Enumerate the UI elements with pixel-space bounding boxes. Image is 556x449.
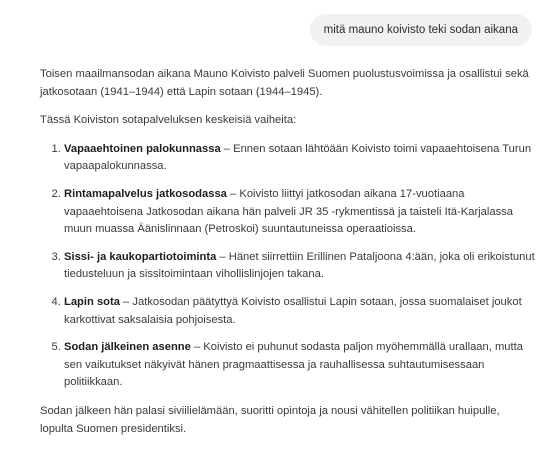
- list-item-step-3: [64, 249, 535, 284]
- list-item-step-4: [64, 294, 535, 329]
- response-lead: Tässä Koiviston sotapalveluksen keskeisiä vaiheita:: [40, 114, 297, 127]
- list-item-step-1: [64, 141, 535, 176]
- war-service-steps-list: [40, 141, 535, 392]
- step-text: – Koivisto ei puhunut sodasta paljon myöhemmällä urallaan, mutta sen vaikutukset näkyivät hänen pragmaattisessa ja rauhallisessa suhtautumisessaan politiikkaan.: [64, 341, 523, 389]
- list-item-step-2: [64, 186, 535, 239]
- step-title: Rintamapalvelus jatkosodassa: [64, 187, 227, 200]
- user-message-row: [0, 14, 532, 46]
- step-title: Sodan jälkeinen asenne: [64, 341, 191, 354]
- step-title: Vapaaehtoinen palokunnassa: [64, 142, 221, 155]
- user-message-bubble: [310, 14, 532, 46]
- step-text: – Hänet siirrettiin Erillinen Pataljoona 4:ään, joka oli erikoistunut tiedusteluun ja sissitoimintaan vihollislinjojen takana.: [64, 250, 535, 281]
- step-text: – Jatkosodan päätyttyä Koivisto osallistui Lapin sotaan, jossa suomalaiset joukot karkottivat saksalaisia pohjoisesta.: [64, 295, 522, 326]
- assistant-response: [40, 66, 535, 449]
- user-message-text: mitä mauno koivisto teki sodan aikana: [323, 24, 518, 36]
- response-outro: Sodan jälkeen hän palasi siviilielämään, suoritti opintoja ja nousi vähitellen politiikan huipulle, lopulta Suomen presidentiksi.: [40, 404, 500, 435]
- step-text: – Ennen sotaan lähtöään Koivisto toimi vapaaehtoisena Turun vapaapalokunnassa.: [64, 142, 532, 173]
- response-intro: Toisen maailmansodan aikana Mauno Koivisto palveli Suomen puolustusvoimissa ja osallistui sekä jatkosotaan (1941–1944) että Lapin sotaan (1944–1945).: [40, 68, 529, 98]
- step-title: Sissi- ja kaukopartiotoiminta: [64, 250, 217, 263]
- step-text: – Koivisto liittyi jatkosodan aikana 17-vuotiaana vapaaehtoisena Jatkosodan aikana hän palveli JR 35 -rykmentissä ja taisteli Itä-Karjalassa muun muassa Äänislinnaan (Petroskoi) suuntautuneissa operaatioissa.: [64, 187, 513, 236]
- step-title: Lapin sota: [64, 295, 120, 308]
- list-item-step-5: [64, 339, 535, 392]
